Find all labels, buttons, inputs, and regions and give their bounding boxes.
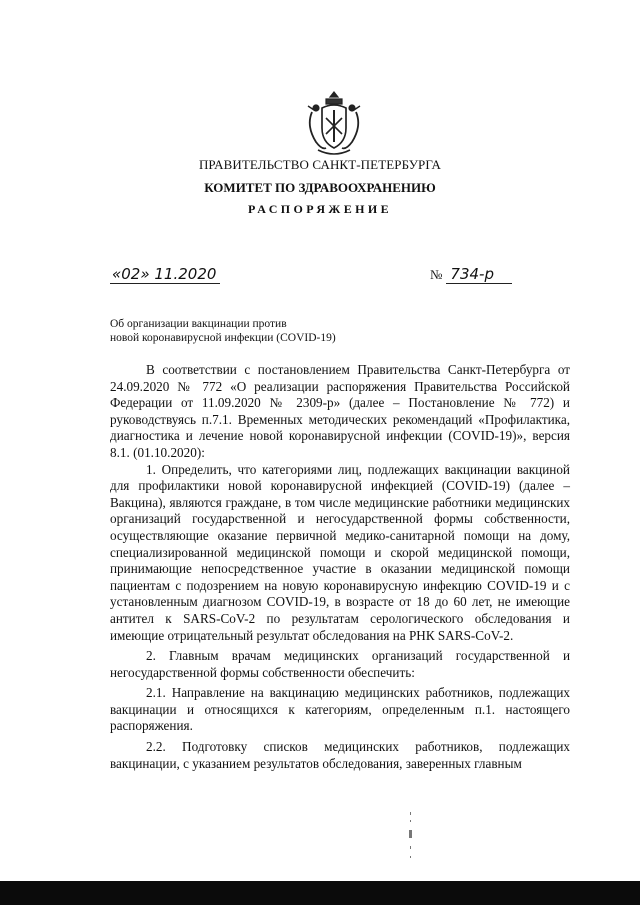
scan-mark xyxy=(408,812,414,864)
document-body xyxy=(110,362,570,772)
subject-line: новой коронавирусной инфекции (COVID-19) xyxy=(110,332,336,344)
date-value: «02» 11.2020 xyxy=(110,265,220,284)
number-value: 734-р xyxy=(446,265,512,284)
government-title: ПРАВИТЕЛЬСТВО САНКТ-ПЕТЕРБУРГА xyxy=(198,157,442,172)
committee-title: КОМИТЕТ ПО ЗДРАВООХРАНЕНИЮ xyxy=(204,180,436,195)
coat-of-arms-icon xyxy=(304,90,364,158)
document-date xyxy=(110,265,220,284)
number-prefix: № xyxy=(430,267,443,282)
paragraph-1: 1. Определить, что категориями лиц, подлежащих вакцинации вакциной для профилактики новой коронавирусной инфекцией (COVID-19) (далее – Вакцина), являются граждане, в том числе медицинские работники медицинских организаций государственной и негосударственной формы собственности, осуществляющие оказание первичной медико-санитарной помощи на дому, специализированной медицинской помощи и скорой медицинской помощи, принимающие непосредственное участие в оказании медицинской помощи пациентам с подозрением на новую коронавирусную инфекцию COVID-19 и с установленным диагнозом COVID-19, в возрасте от 18 до 60 лет, не имеющие антител к SARS-CoV-2 по результатам серологического обследования и имеющие отрицательный результат обследования на РНК SARS-CoV-2. xyxy=(110,461,570,643)
paragraph-preamble: В соответствии с постановлением Правительства Санкт-Петербурга от 24.09.2020 № 772 «О реализации распоряжения Правительства Российской Федерации от 11.09.2020 № 2309-р» (далее – Постановление № 772) и руководствуясь п.7.1. Временных методических рекомендаций «Профилактика, диагностика и лечение новой коронавирусной инфекции (COVID-19)», версия 8.1. (01.10.2020): xyxy=(110,362,570,460)
document-subject xyxy=(110,317,370,345)
scan-border xyxy=(0,881,640,905)
document-number xyxy=(430,265,512,284)
subject-line: Об организации вакцинации против xyxy=(110,318,287,330)
paragraph-2-2: 2.2. Подготовку списков медицинских работников, подлежащих вакцинации, с указанием результатов обследования, заверенных главным xyxy=(110,739,570,771)
paragraph-2-1: 2.1. Направление на вакцинацию медицинских работников, подлежащих вакцинации и относящихся к категориям, определенным п.1. настоящего распоряжения. xyxy=(110,685,570,734)
paragraph-2: 2. Главным врачам медицинских организаций государственной и негосударственной формы собственности обеспечить: xyxy=(110,648,570,680)
document-type: РАСПОРЯЖЕНИЕ xyxy=(248,202,392,216)
